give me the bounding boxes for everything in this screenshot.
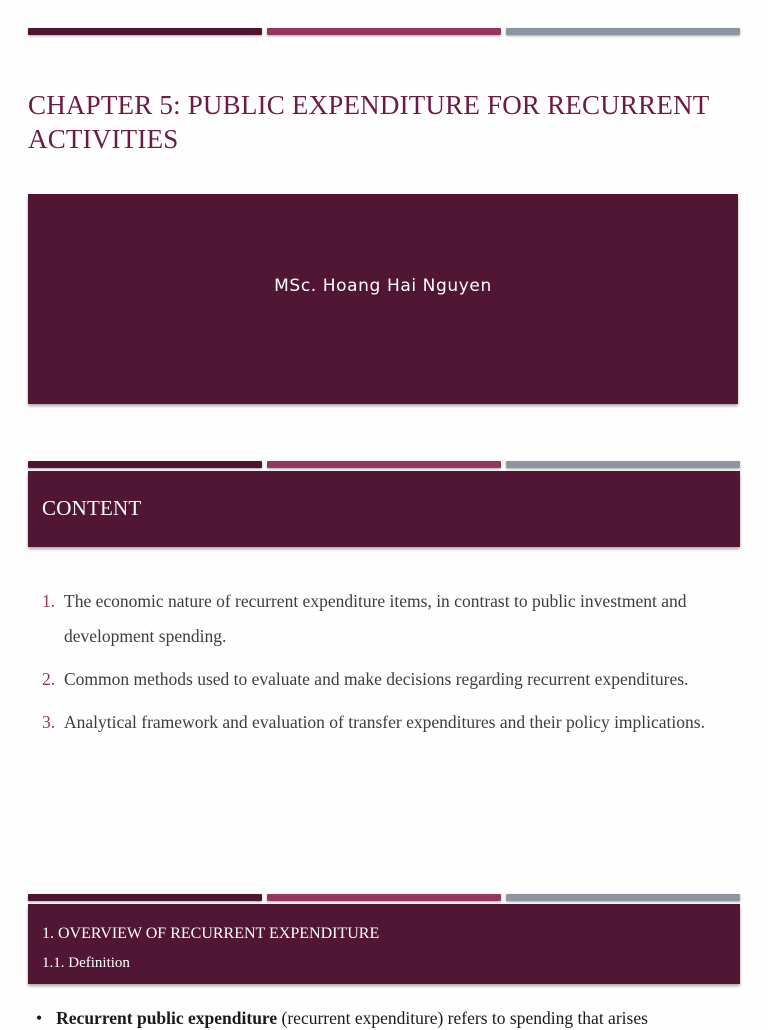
bar-accent	[267, 28, 501, 35]
list-item-number: 2.	[42, 669, 56, 689]
bar-dark	[28, 461, 262, 468]
slide-3-top-bars	[28, 894, 740, 902]
list-item	[42, 584, 732, 654]
content-heading: CONTENT	[42, 496, 142, 520]
bar-dark	[28, 28, 262, 35]
content-list	[42, 584, 732, 748]
list-item-text: The economic nature of recurrent expenditure items, in contrast to public investment and development spending.	[64, 591, 687, 646]
list-item	[42, 705, 732, 740]
chapter-title: CHAPTER 5: PUBLIC EXPENDITURE FOR RECURRENT ACTIVITIES	[28, 90, 709, 154]
bar-accent	[267, 894, 501, 901]
definition-paragraph	[36, 1006, 730, 1030]
section-title: 1. OVERVIEW OF RECURRENT EXPENDITURE	[42, 925, 380, 942]
section-heading-panel	[28, 904, 740, 984]
bar-accent	[267, 461, 501, 468]
definition-term: Recurrent public expenditure	[56, 1008, 278, 1028]
bar-dark	[28, 894, 262, 901]
section-subtitle: 1.1. Definition	[42, 955, 130, 971]
author-name: MSc. Hoang Hai Nguyen	[274, 276, 492, 296]
list-item-number: 1.	[42, 591, 56, 611]
content-heading-panel	[28, 471, 740, 547]
slide-1-top-bars	[28, 28, 740, 36]
definition-text: (recurrent expenditure) refers to spending that arises	[277, 1008, 648, 1028]
list-item-number: 3.	[42, 712, 56, 732]
bar-grey	[506, 894, 740, 901]
list-item	[42, 662, 732, 697]
bullet-icon: •	[36, 1008, 43, 1028]
bar-grey	[506, 461, 740, 468]
slide-2-top-bars	[28, 461, 740, 469]
bar-grey	[506, 28, 740, 35]
author-panel	[28, 194, 738, 404]
list-item-text: Common methods used to evaluate and make decisions regarding recurrent expenditures.	[64, 669, 689, 689]
list-item-text: Analytical framework and evaluation of transfer expenditures and their policy implications.	[64, 712, 705, 732]
